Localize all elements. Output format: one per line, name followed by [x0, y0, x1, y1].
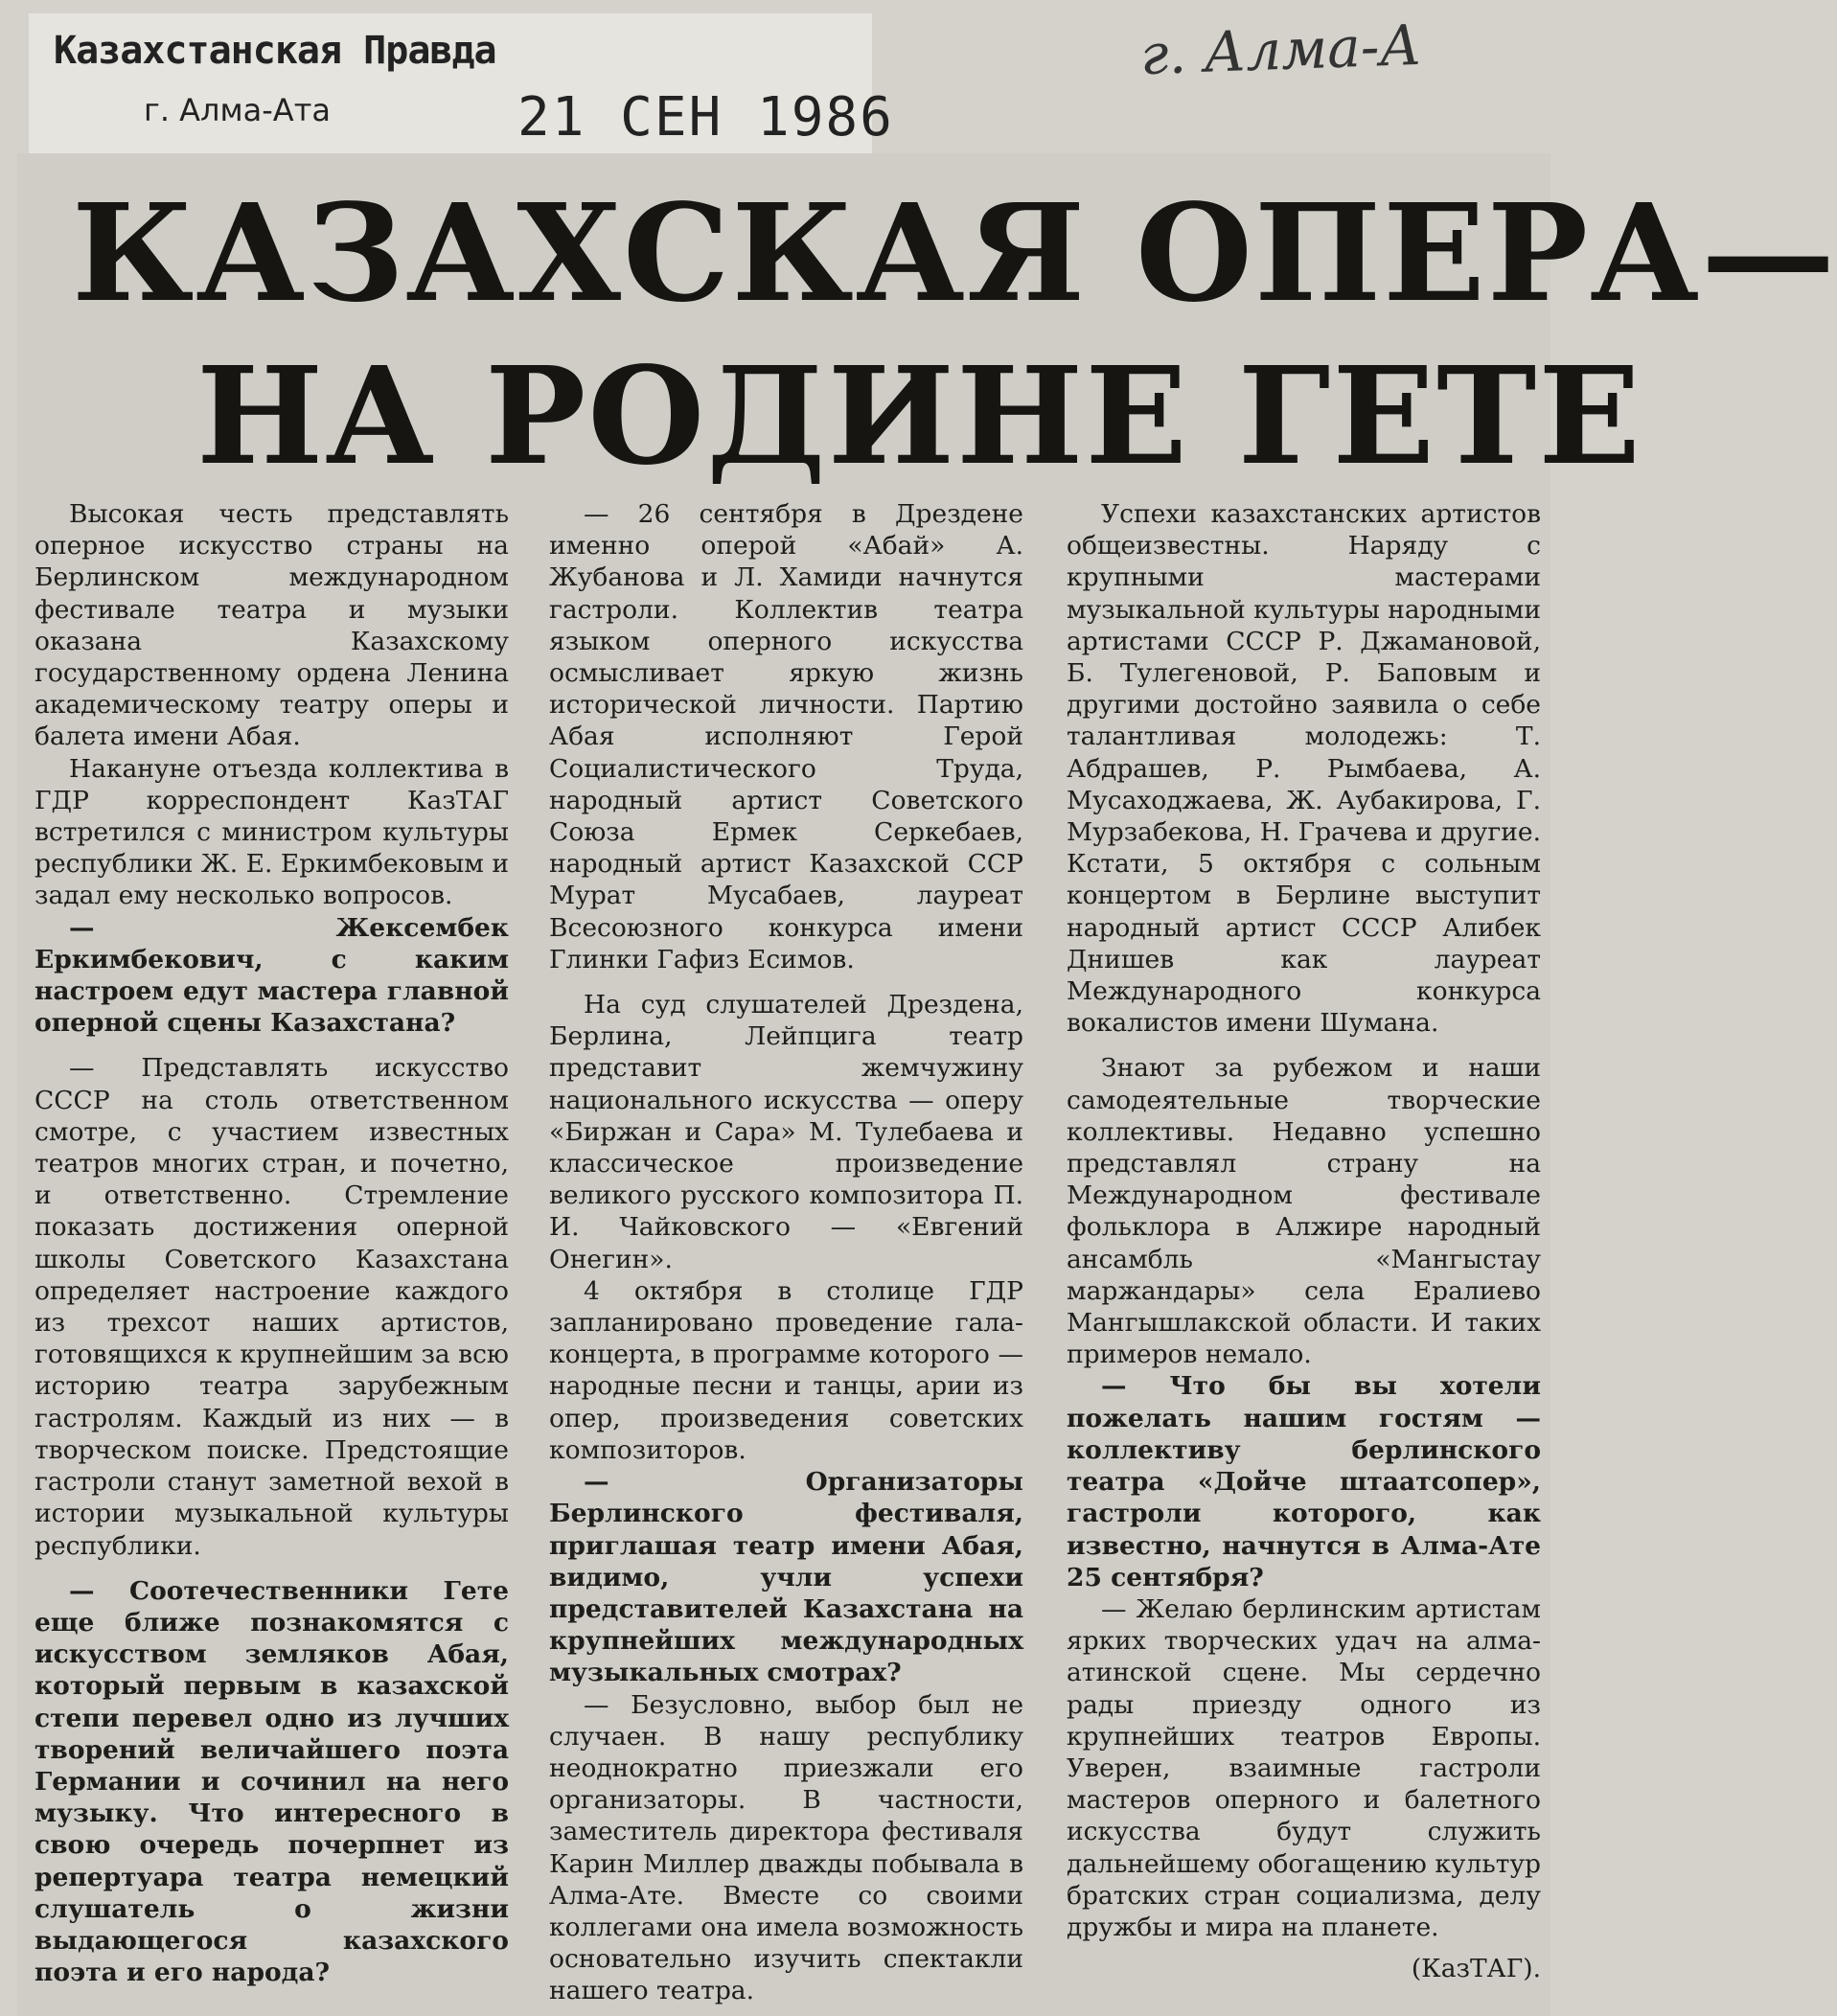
- article-column-3: [1067, 498, 1541, 1984]
- interview-question: — Организаторы Берлинского фестиваля, приглашая театр имени Абая, видимо, учли успехи представителей Казахстана на крупнейших международных музыкальных смотрах?: [549, 1467, 1023, 1688]
- interview-question: — Что бы вы хотели пожелать нашим гостям — коллективу берлинского театра «Дойче штаатсопер», гастроли которого, как известно, начнутся в Алма-Ате 25 сентября?: [1067, 1371, 1541, 1592]
- headline-line-1: КАЗАХСКАЯ ОПЕРА—: [72, 175, 1837, 332]
- interview-question: — Соотечественники Гете еще ближе познакомятся с искусством земляков Абая, который первым в казахской степи перевел одно из лучших творений величайшего поэта Германии и сочинил на него музыку. Что интересного в свою очередь почерпнет из репертуара театра немецкий слушатель о жизни выдающегося казахского поэта и его народа?: [34, 1575, 509, 1988]
- interview-answer: — Безусловно, выбор был не случаен. В нашу республику неоднократно приезжали его организаторы. В частности, заместитель директора фестиваля Карин Миллер дважды побывала в Алма-Ате. Вместе со своими коллегами она имела возможность основательно изучить спектакли нашего театра.: [549, 1689, 1023, 2006]
- paragraph: Успехи казахстанских артистов общеизвестны. Наряду с крупными мастерами музыкальной культуры народными артистами СССР Р. Джамановой, Б. Тулегеновой, Р. Баповым и другими достойно заявила о себе талантливая молодежь: Т. Абдрашев, Р. Рымбаева, А. Мусаходжаева, Ж. Аубакирова, Г. Мурзабекова, Н. Грачева и другие. Кстати, 5 октября с сольным концертом в Берлине выступит народный артист СССР Алибек Днишев как лауреат Международного конкурса вокалистов имени Шумана.: [1067, 499, 1541, 1039]
- publication-name: Казахстанская Правда: [54, 29, 496, 73]
- interview-answer: — Представлять искусство СССР на столь ответственном смотре, с участием известных театров многих стран, и почетно, и ответственно. Стремление показать достижения оперной школы Советского Казахстана определяет настроение каждого из трехсот наших артистов, готовящихся к крупнейшим за всю историю театра зарубежным гастролям. Каждый из них — в творческом поиске. Предстоящие гастроли станут заметной вехой в истории музыкальной культуры республики.: [34, 1053, 509, 1561]
- paragraph: Накануне отъезда коллектива в ГДР корреспондент КазТАГ встретился с министром культуры республики Ж. Е. Еркимбековым и задал ему несколько вопросов.: [34, 753, 509, 911]
- interview-answer: — Желаю берлинским артистам ярких творческих удач на алма-атинской сцене. Мы сердечно рады приезду одного из крупнейших театров Европы. Уверен, взаимные гастроли мастеров оперного и балетного искусства будут служить дальнейшему обогащению культур братских стран социализма, делу дружбы и мира на планете.: [1067, 1593, 1541, 1942]
- paragraph: — 26 сентября в Дрездене именно оперой «Абай» А. Жубанова и Л. Хамиди начнутся гастроли. Коллектив театра языком оперного искусства осмысливает яркую жизнь исторической личности. Партию Абая исполняют Герой Социалистического Труда, народный артист Советского Союза Ермек Серкебаев, народный артист Казахской ССР Мурат Мусабаев, лауреат Всесоюзного конкурса имени Глинки Гафиз Есимов.: [549, 499, 1023, 974]
- handwritten-note: г. Алма-А: [1138, 11, 1423, 88]
- publication-city: г. Алма-Ата: [144, 92, 331, 128]
- headline-line-2: НА РОДИНЕ ГЕТЕ: [196, 338, 1643, 495]
- paragraph: На суд слушателей Дрездена, Берлина, Лейпцига театр представит жемчужину национального искусства — оперу «Биржан и Сара» М. Тулебаева и классическое произведение великого русского композитора П. И. Чайковского — «Евгений Онегин».: [549, 990, 1023, 1274]
- article-column-2: [549, 498, 1023, 2007]
- interview-question: — Жексембек Еркимбекович, с каким настроем едут мастера главной оперной сцены Казахстана?: [34, 912, 509, 1039]
- paragraph: Высокая честь представлять оперное искусство страны на Берлинском международном фестивале театра и музыки оказана Казахскому государственному ордена Ленина академическому театру оперы и балета имени Абая.: [34, 499, 509, 752]
- article-column-1: [34, 498, 509, 1988]
- news-agency-credit: (КазТАГ).: [1411, 1954, 1541, 1984]
- paragraph: 4 октября в столице ГДР запланировано проведение гала-концерта, в программе которого — народные песни и танцы, арии из опер, произведения советских композиторов.: [549, 1275, 1023, 1465]
- publication-date-stamp: 21 СЕН 1986: [517, 86, 894, 149]
- paragraph: Знают за рубежом и наши самодеятельные творческие коллективы. Недавно успешно представлял страну на Международном фестивале фольклора в Алжире народный ансамбль «Мангыстау маржандары» села Ералиево Мангышлакской области. И таких примеров немало.: [1067, 1053, 1541, 1370]
